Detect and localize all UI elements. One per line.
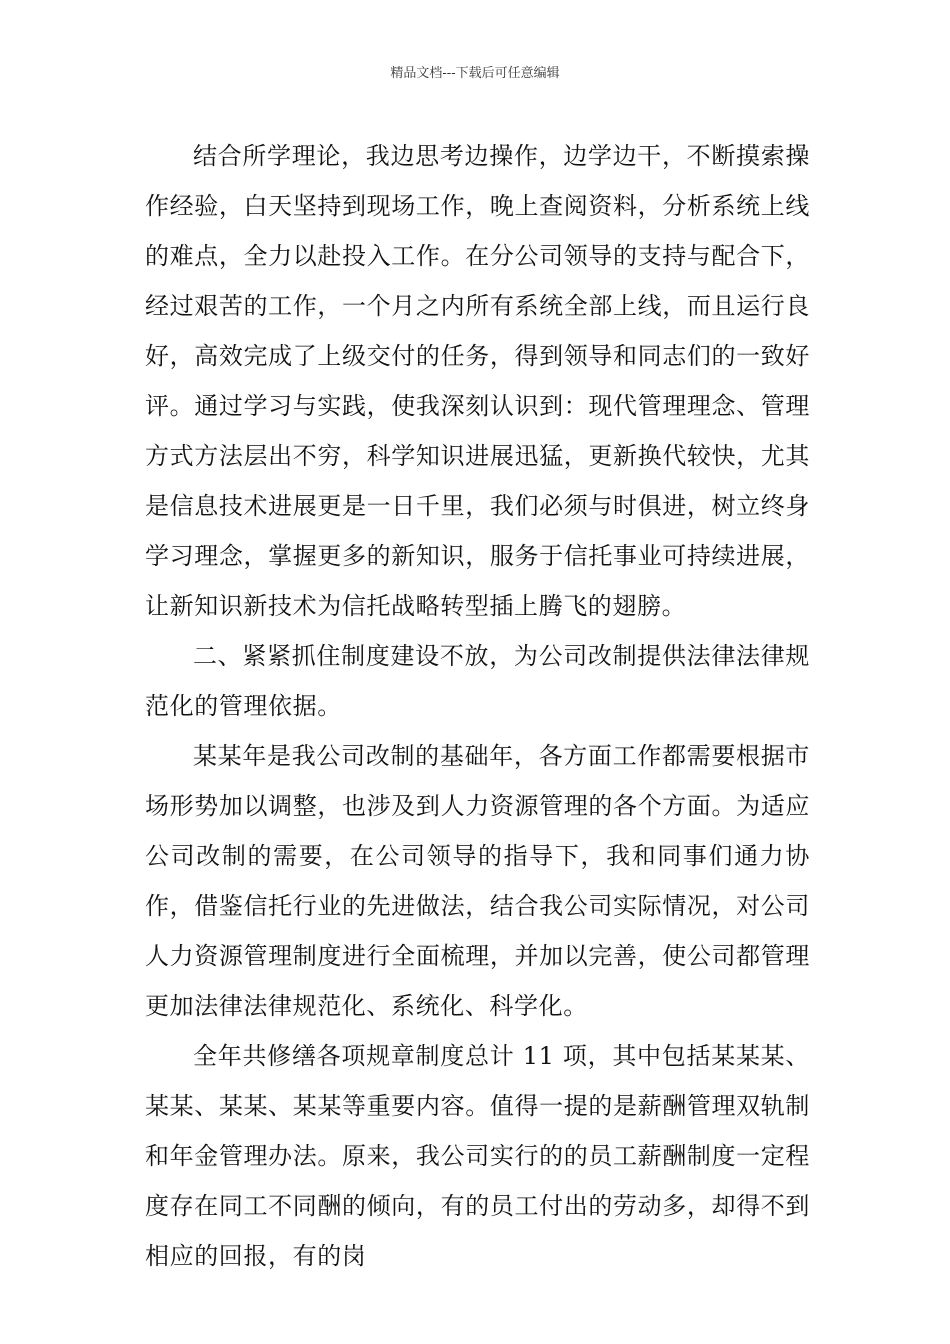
paragraph-system-reform: 某某年是我公司改制的基础年，各方面工作都需要根据市场形势加以调整，也涉及到人力资源管理的各个方面。为适应公司改制的需要，在公司领导的指导下，我和同事们通力协作，借鉴信托行业的先进做法，结合我公司实际情况，对公司人力资源管理制度进行全面梳理，并加以完善，使公司都管理更加法律法律规范化、系统化、科学化。 xyxy=(145,742,810,1020)
page-header: 精品文档---下载后可任意编辑 xyxy=(390,66,560,81)
paragraph-regulations: 全年共修缮各项规章制度总计 11 项，其中包括某某某、某某、某某、某某等重要内容。值得一提的是薪酬管理双轨制和年金管理办法。原来，我公司实行的的员工薪酬制度一定程度存在同工不同酬的倾向，有的员工付出的劳动多，却得不到相应的回报，有的岗 xyxy=(145,1042,810,1270)
paragraph-section-heading: 二、紧紧抓住制度建设不放，为公司改制提供法律法律规范化的管理依据。 xyxy=(145,642,810,720)
paragraph-system-launch: 结合所学理论，我边思考边操作，边学边干，不断摸索操作经验，白天坚持到现场工作，晚上查阅资料，分析系统上线的难点，全力以赴投入工作。在分公司领导的支持与配合下，经过艰苦的工作，一个月之内所有系统全部上线，而且运行良好，高效完成了上级交付的任务，得到领导和同志们的一致好评。通过学习与实践，使我深刻认识到：现代管理理念、管理方式方法层出不穷，科学知识进展迅猛，更新换代较快，尤其是信息技术进展更是一日千里，我们必须与时俱进，树立终身学习理念，掌握更多的新知识，服务于信托事业可持续进展，让新知识新技术为信托战略转型插上腾飞的翅膀。 xyxy=(145,142,810,620)
document-body xyxy=(145,131,810,1281)
